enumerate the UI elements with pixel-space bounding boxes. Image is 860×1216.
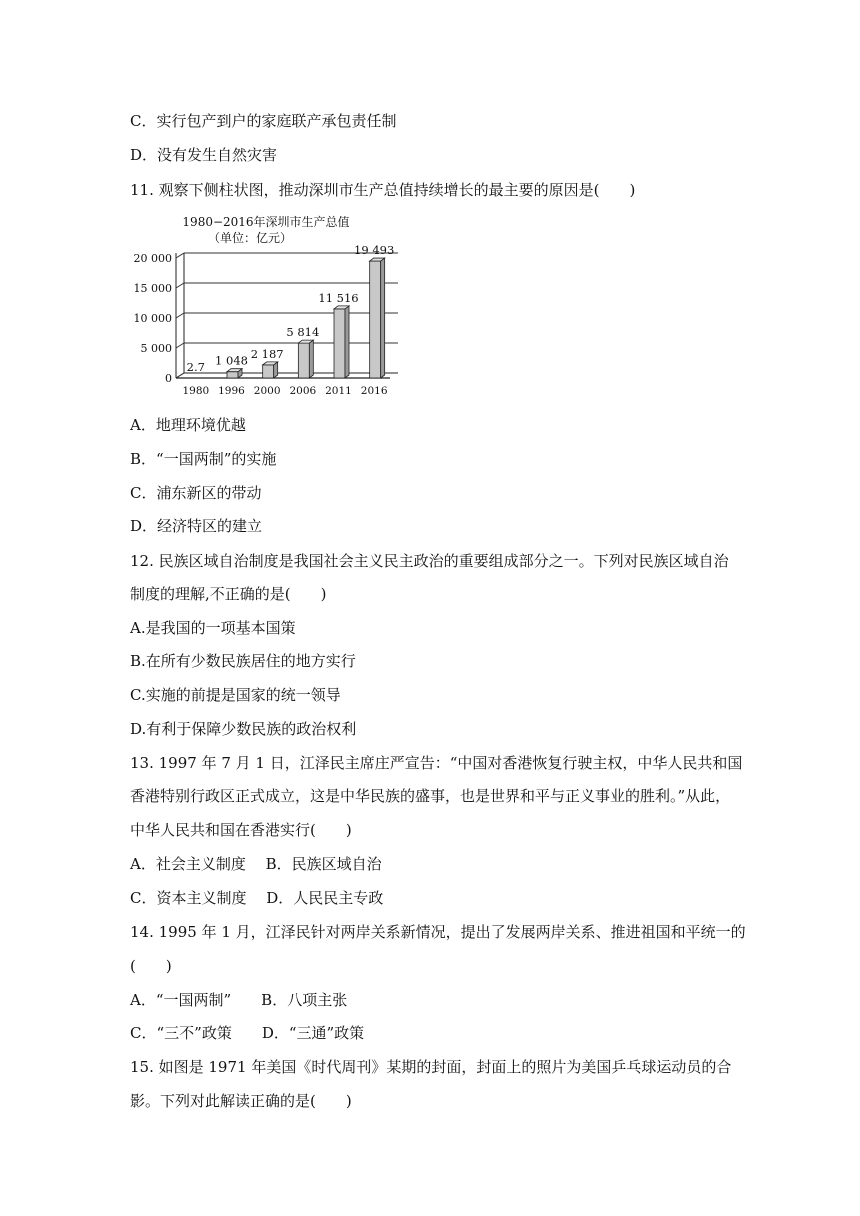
- y-tick-label: 0: [165, 372, 172, 385]
- x-tick-label-2016: 2016: [360, 385, 388, 397]
- value-label-2016: 19 493: [354, 243, 395, 258]
- option-b-q11: B．“一国两制”的实施: [130, 450, 277, 468]
- question-12-stem-line2: 制度的理解,不正确的是( ): [130, 585, 327, 603]
- option-d-q12: D.有利于保障少数民族的政治权利: [130, 720, 357, 738]
- value-label-2011: 11 516: [318, 290, 359, 305]
- question-15-stem-line2: 影。下列对此解读正确的是( ): [130, 1092, 352, 1110]
- option-c-q10: C．实行包产到户的家庭联产承包责任制: [130, 112, 397, 130]
- question-13-stem-line3: 中华人民共和国在香港实行( ): [130, 821, 352, 839]
- bar-side-2016: [381, 258, 385, 378]
- bar-2011: [334, 309, 345, 378]
- value-label-1980: 2.7: [186, 359, 205, 374]
- options-cd-q14: C．“三不”政策 D．“三通”政策: [130, 1024, 365, 1042]
- question-14-stem-line1: 14. 1995 年 1 月，江泽民针对两岸关系新情况，提出了发展两岸关系、推进祖国和平统一的: [130, 923, 746, 941]
- x-tick-label-2006: 2006: [289, 385, 317, 397]
- question-12-stem-line1: 12. 民族区域自治制度是我国社会主义民主政治的重要组成部分之一。下列对民族区域自治: [130, 552, 729, 570]
- option-a-q12: A.是我国的一项基本国策: [130, 619, 296, 637]
- value-label-1996: 1 048: [215, 353, 248, 368]
- option-d-q11: D．经济特区的建立: [130, 517, 263, 535]
- option-a-q11: A．地理环境优越: [130, 416, 246, 434]
- value-label-2006: 5 814: [286, 325, 320, 340]
- bar-1996: [227, 372, 238, 378]
- x-tick-label-1996: 1996: [218, 385, 245, 397]
- gridline-side: [176, 283, 184, 288]
- option-c-q11: C．浦东新区的带动: [130, 484, 262, 502]
- gridline-side: [176, 253, 184, 258]
- bar-side-2006: [309, 340, 313, 378]
- option-d-q10: D．没有发生自然灾害: [130, 146, 278, 164]
- bar-side-2011: [345, 306, 349, 378]
- bar-2006: [298, 343, 309, 378]
- y-tick-label: 10 000: [133, 312, 172, 325]
- gridline-side: [176, 373, 184, 378]
- y-tick-label: 20 000: [133, 252, 172, 265]
- y-tick-label: 15 000: [133, 282, 172, 295]
- x-tick-label-1980: 1980: [182, 385, 210, 397]
- x-tick-label-2000: 2000: [253, 385, 281, 397]
- chart-title: 1980−2016年深圳市生产总值: [182, 215, 350, 229]
- value-label-2000: 2 187: [250, 346, 284, 361]
- options-cd-q13: C．资本主义制度 D．人民民主专政: [130, 889, 384, 907]
- gridline-side: [176, 313, 184, 318]
- option-c-q12: C.实施的前提是国家的统一领导: [130, 686, 341, 704]
- chart-grid: [176, 253, 398, 378]
- options-ab-q13: A．社会主义制度 B．民族区域自治: [130, 855, 382, 873]
- option-b-q12: B.在所有少数民族居住的地方实行: [130, 652, 356, 670]
- question-15-stem-line1: 15. 如图是 1971 年美国《时代周刊》某期的封面，封面上的照片为美国乒乓球运动员的合: [130, 1058, 732, 1076]
- gridline-side: [176, 343, 184, 348]
- bar-2016: [370, 261, 381, 378]
- options-ab-q14: A．“一国两制” B．八项主张: [130, 991, 348, 1009]
- chart-subtitle: （单位：亿元）: [207, 231, 293, 245]
- question-14-stem-line2: ( ): [130, 957, 172, 975]
- bar-2000: [263, 365, 274, 378]
- gdp-bar-chart: [128, 212, 408, 402]
- x-tick-label-2011: 2011: [325, 385, 352, 397]
- question-13-stem-line1: 13. 1997 年 7 月 1 日，江泽民主席庄严宣告：“中国对香港恢复行驶主权，中华人民共和国: [130, 754, 743, 772]
- y-tick-label: 5 000: [140, 342, 172, 355]
- question-13-stem-line2: 香港特别行政区正式成立，这是中华民族的盛事，也是世界和平与正义事业的胜利。”从此，: [130, 787, 731, 805]
- question-11-stem: 11. 观察下侧柱状图，推动深圳市生产总值持续增长的最主要的原因是( ): [130, 181, 636, 199]
